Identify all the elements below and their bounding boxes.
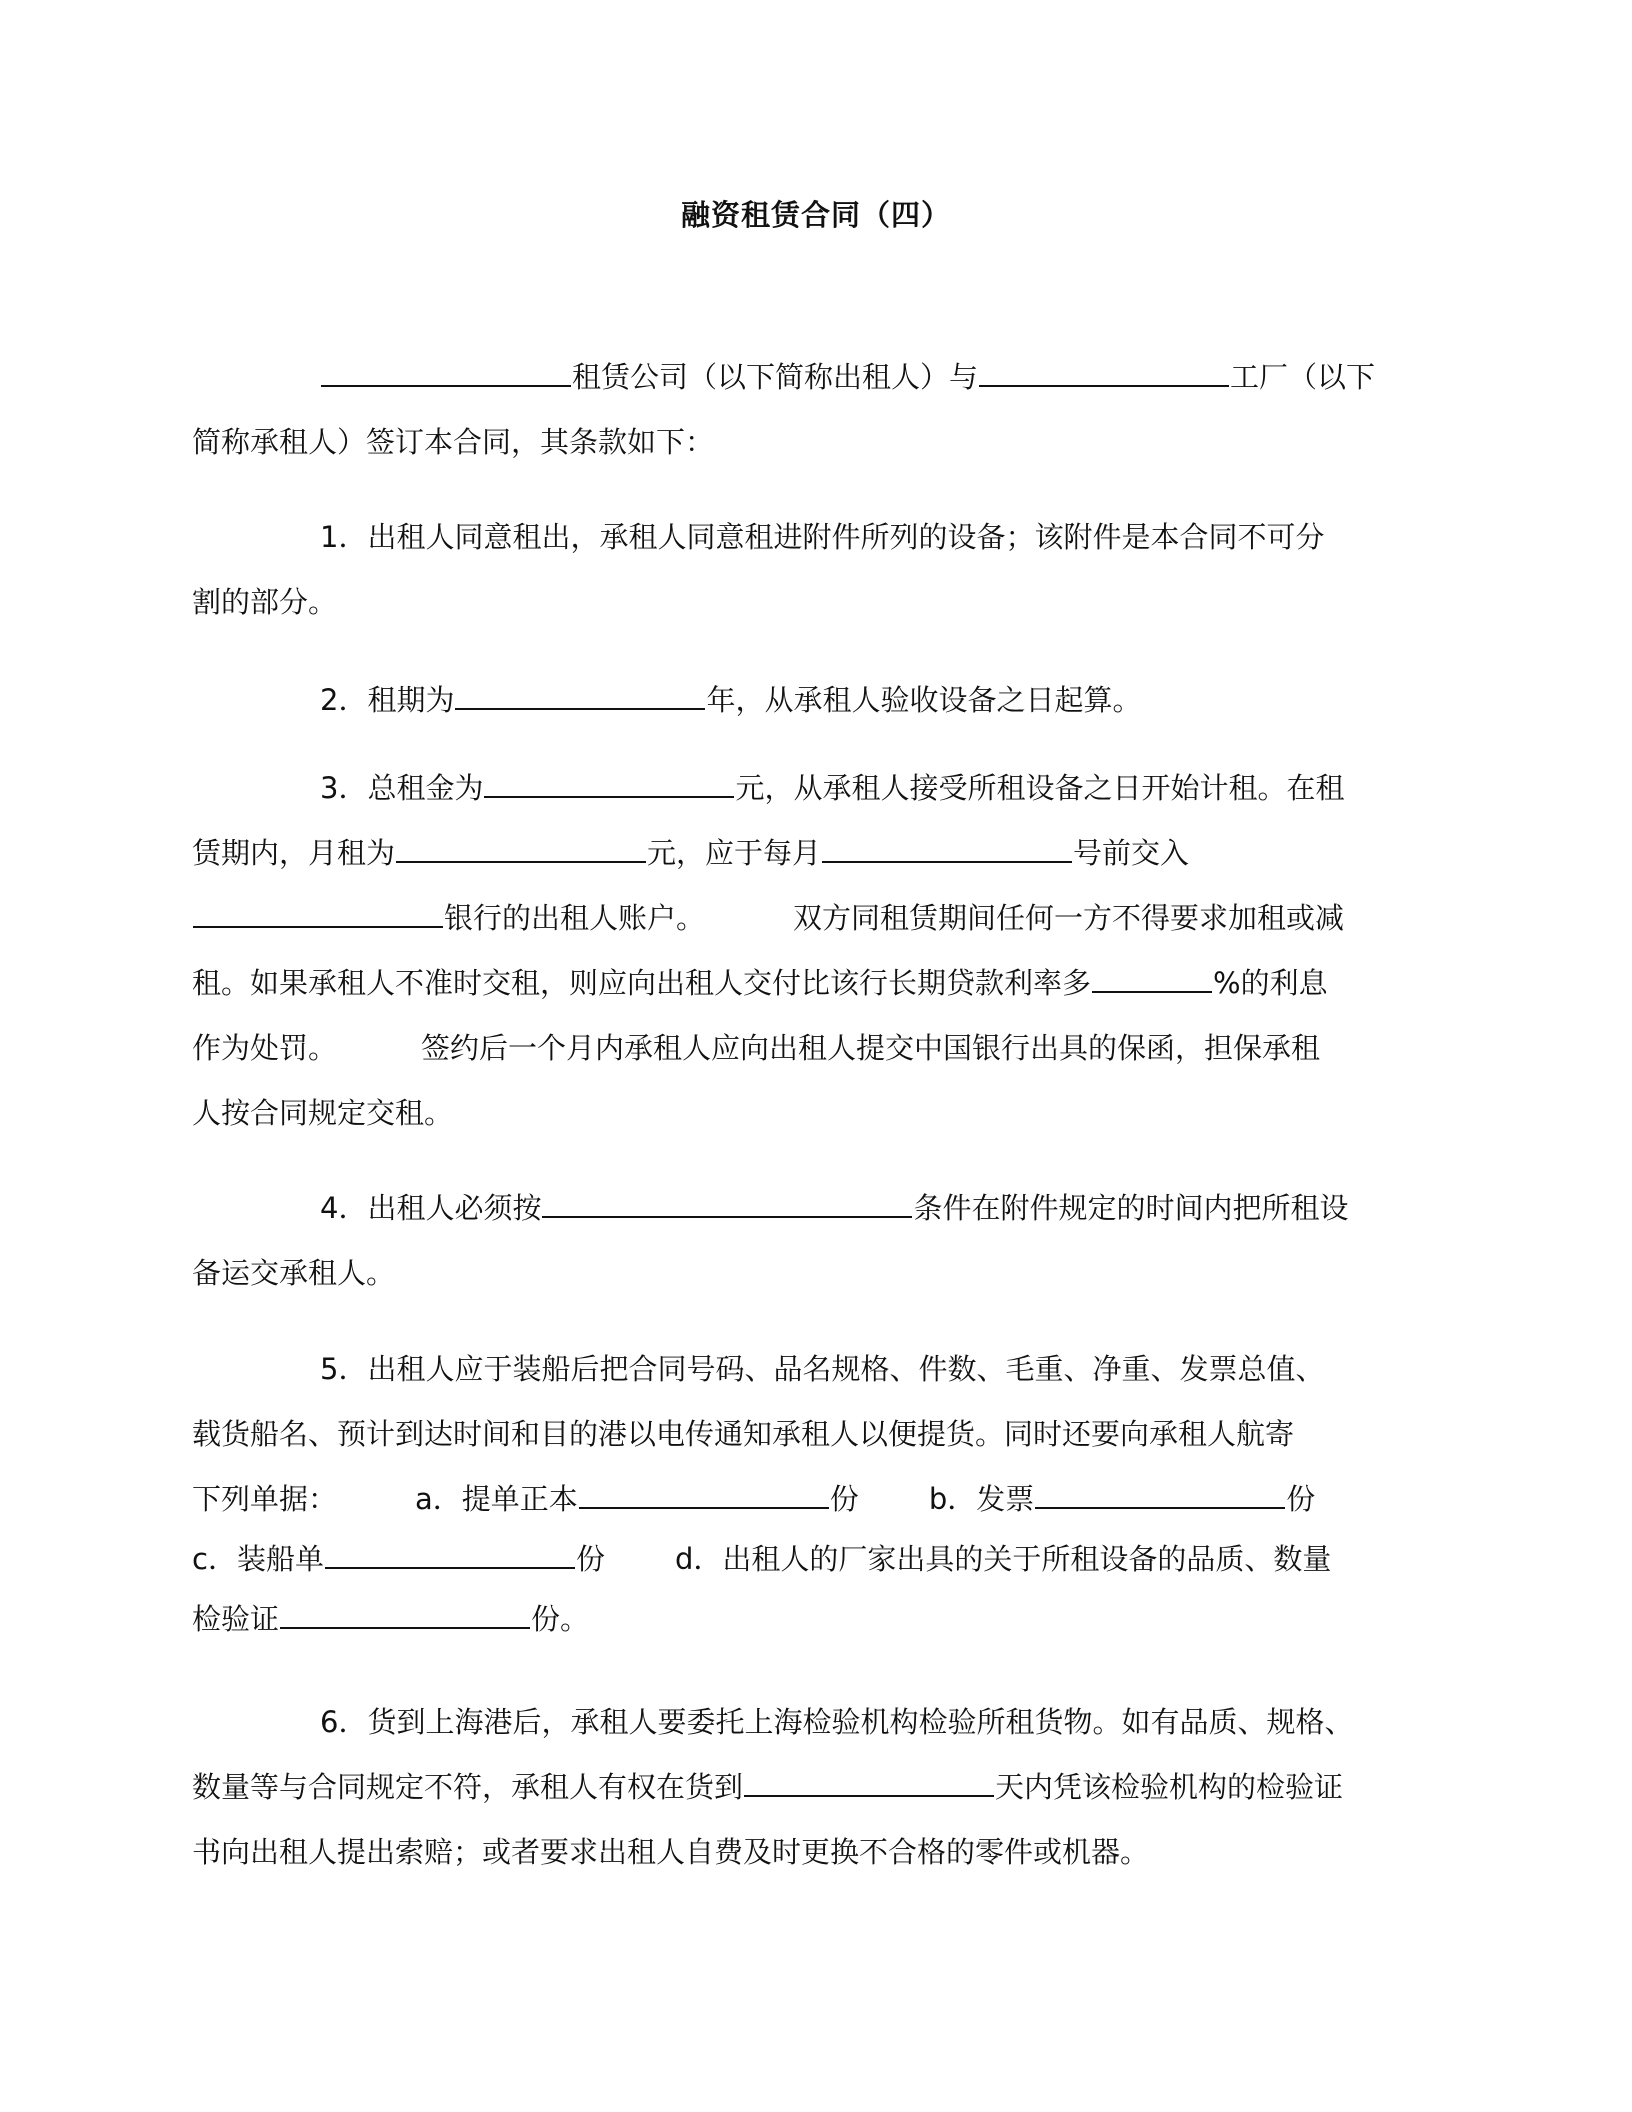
clause-5-text-3c: 份 <box>829 1482 859 1516</box>
clause-5-text-4a: c．装船单 <box>192 1542 324 1576</box>
intro-text-2: 简称承租人）签订本合同，其条款如下： <box>192 425 715 459</box>
clause-5-text-3e: 份 <box>1286 1482 1316 1516</box>
clause-3-text-3a: 银行的出租人账户。 <box>444 901 706 935</box>
blank-monthly-rent <box>396 837 646 863</box>
clause-5-text-3d: b．发票 <box>928 1482 1035 1516</box>
clause-5-text-4c: d．出租人的厂家出具的关于所租设备的品质、数量 <box>674 1542 1332 1576</box>
clause-1-text-2: 割的部分。 <box>192 585 338 619</box>
blank-payment-day <box>822 837 1072 863</box>
clause-5-text-1: 5．出租人应于装船后把合同号码、品名规格、件数、毛重、净重、发票总值、 <box>320 1352 1325 1386</box>
clause-3-text-5a: 作为处罚。 <box>192 1031 338 1065</box>
clause-4-text-2: 备运交承租人。 <box>192 1256 396 1290</box>
clause-1 <box>192 505 1442 635</box>
clause-6-text-2b: 天内凭该检验机构的检验证 <box>995 1770 1344 1804</box>
clause-5-text-4b: 份 <box>575 1542 605 1576</box>
blank-inspection-certificate-copies <box>280 1603 530 1629</box>
blank-total-rent <box>484 772 734 798</box>
clause-3-text-2b: 元，应于每月 <box>647 836 822 870</box>
clause-6-text-3: 书向出租人提出索赔；或者要求出租人自费及时更换不合格的零件或机器。 <box>192 1835 1150 1869</box>
clause-3-text-5b: 签约后一个月内承租人应向出租人提交中国银行出具的保函，担保承租 <box>421 1031 1321 1065</box>
blank-bill-of-lading-copies <box>579 1483 829 1509</box>
blank-delivery-terms <box>542 1192 912 1218</box>
document-title: 融资租赁合同（四） <box>680 198 951 232</box>
clause-3-text-4a: 租。如果承租人不准时交租，则应向出租人交付比该行长期贷款利率多 <box>192 966 1092 1000</box>
clause-2 <box>192 668 1442 733</box>
clause-3-text-1b: 元，从承租人接受所租设备之日开始计租。在租 <box>735 771 1345 805</box>
clause-3-text-1a: 3．总租金为 <box>320 771 484 805</box>
clause-3-text-6: 人按合同规定交租。 <box>192 1096 454 1130</box>
intro-text-1a: 租赁公司（以下简称出租人）与 <box>572 360 979 394</box>
blank-packing-list-copies <box>325 1543 575 1569</box>
clause-4-text-1a: 4．出租人必须按 <box>320 1191 542 1225</box>
clause-5 <box>192 1337 1442 1647</box>
intro-text-1b: 工厂（以下 <box>1230 360 1376 394</box>
clause-2-text-a: 2．租期为 <box>320 683 455 717</box>
clause-3-text-2a: 赁期内，月租为 <box>192 836 396 870</box>
clause-6-text-1: 6．货到上海港后，承租人要委托上海检验机构检验所租货物。如有品质、规格、 <box>320 1705 1354 1739</box>
clause-4-text-1b: 条件在附件规定的时间内把所租设 <box>913 1191 1349 1225</box>
blank-interest-rate <box>1092 967 1212 993</box>
clause-3-text-4b: %的利息 <box>1213 966 1328 1000</box>
clause-1-text-1: 1．出租人同意租出，承租人同意租进附件所列的设备；该附件是本合同不可分 <box>320 520 1325 554</box>
intro-paragraph <box>192 345 1442 475</box>
clause-6 <box>192 1690 1442 1885</box>
clause-5-text-3b: a．提单正本 <box>415 1482 578 1516</box>
clause-5-text-2: 载货船名、预计到达时间和目的港以电传通知承租人以便提货。同时还要向承租人航寄 <box>192 1417 1295 1451</box>
blank-invoice-copies <box>1035 1483 1285 1509</box>
blank-lessor-name <box>321 361 571 387</box>
clause-3-text-3b: 双方同租赁期间任何一方不得要求加租或减 <box>793 901 1345 935</box>
clause-4 <box>192 1176 1442 1306</box>
clause-3-text-2c: 号前交入 <box>1073 836 1190 870</box>
clause-5-text-3a: 下列单据： <box>192 1482 338 1516</box>
blank-lease-term <box>455 684 705 710</box>
clause-5-text-5b: 份。 <box>531 1602 590 1636</box>
clause-5-text-5a: 检验证 <box>192 1602 280 1636</box>
clause-6-text-2a: 数量等与合同规定不符，承租人有权在货到 <box>192 1770 744 1804</box>
clause-3 <box>192 756 1442 1146</box>
blank-claim-days <box>744 1771 994 1797</box>
blank-lessee-name <box>979 361 1229 387</box>
clause-2-text-b: 年，从承租人验收设备之日起算。 <box>706 683 1142 717</box>
blank-bank-name <box>193 902 443 928</box>
